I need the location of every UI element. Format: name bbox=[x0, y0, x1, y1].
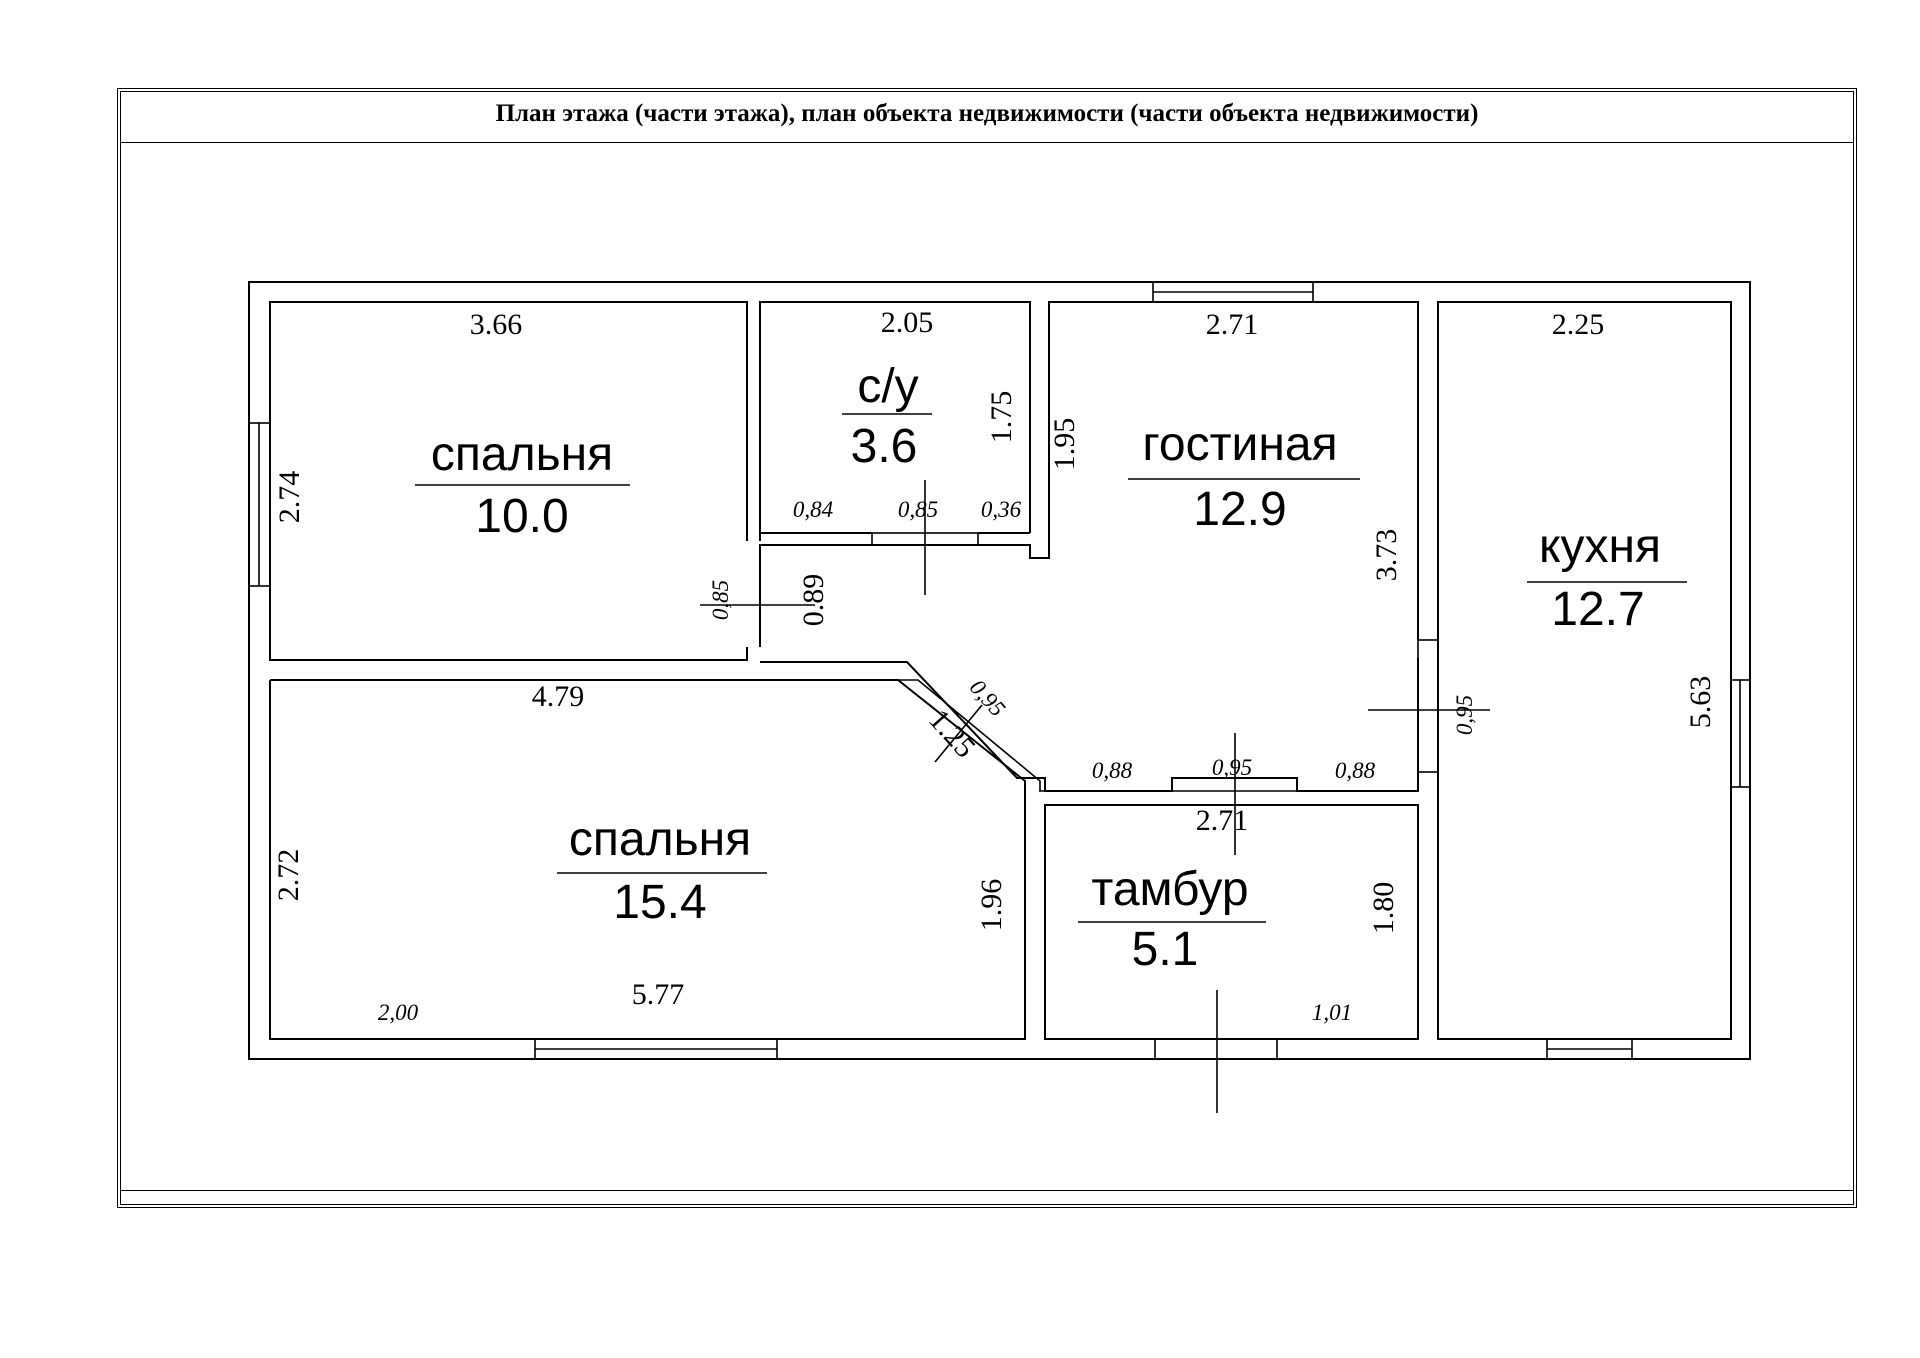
dim-bedroom1-height: 2.74 bbox=[273, 470, 306, 524]
dim-bedroom2-right: 1.96 bbox=[975, 878, 1008, 932]
sheet-title: План этажа (части этажа), план объекта недвижимости (части объекта недвижимости) bbox=[495, 100, 1479, 127]
bedroom2-area: 15.4 bbox=[613, 876, 707, 929]
corridor-living-walls bbox=[760, 302, 1418, 647]
dim-vestibule-width: 2.71 bbox=[1195, 804, 1249, 837]
dim-living-width: 2.71 bbox=[1205, 308, 1259, 341]
kitchen-name: кухня bbox=[1538, 520, 1662, 573]
living-area: 12.9 bbox=[1193, 483, 1287, 536]
dim-living-height: 3.73 bbox=[1370, 528, 1403, 582]
dim-bedroom1-width: 3.66 bbox=[469, 308, 523, 341]
opening-vestibule-right: 0,88 bbox=[1334, 758, 1376, 783]
opening-bedroom2-door: 0,95 bbox=[964, 674, 1011, 722]
bathroom-area: 3.6 bbox=[850, 420, 918, 473]
bedroom1-walls bbox=[270, 302, 747, 660]
opening-bedroom1-door: 0,85 bbox=[708, 579, 733, 621]
dim-diagonal-wall: 1.25 bbox=[922, 703, 982, 765]
dim-hall-width: 0.89 bbox=[797, 573, 830, 627]
dim-bedroom2-height: 2.72 bbox=[272, 848, 305, 902]
dim-bedroom2-bottom: 5.77 bbox=[631, 978, 685, 1011]
dim-corridor-height: 1.95 bbox=[1048, 417, 1081, 471]
bedroom1-area: 10.0 bbox=[475, 490, 569, 543]
bedroom2-name: спальня bbox=[568, 813, 752, 866]
dim-bathroom-height: 1.75 bbox=[985, 390, 1018, 444]
kitchen-area: 12.7 bbox=[1551, 583, 1645, 636]
vestibule-area: 5.1 bbox=[1131, 923, 1199, 976]
opening-bathroom-door: 0,85 bbox=[897, 497, 939, 522]
dim-vestibule-height: 1.80 bbox=[1367, 881, 1400, 935]
opening-vestibule-door: 0,95 bbox=[1211, 755, 1253, 780]
kitchen-door-opening bbox=[1418, 640, 1438, 772]
opening-bathroom-right: 0,36 bbox=[980, 497, 1022, 522]
opening-entrance-door: 1,01 bbox=[1311, 1000, 1353, 1025]
corridor-lower-walls bbox=[760, 658, 1418, 791]
dim-kitchen-height: 5.63 bbox=[1684, 675, 1717, 729]
dim-bathroom-width: 2.05 bbox=[880, 306, 934, 339]
opening-kitchen-door: 0,95 bbox=[1452, 694, 1477, 736]
entrance-door bbox=[1155, 1039, 1277, 1059]
kitchen-walls bbox=[1438, 302, 1731, 1039]
vestibule-name: тамбур bbox=[1091, 863, 1249, 916]
opening-bathroom-left: 0,84 bbox=[792, 497, 834, 522]
opening-vestibule-left: 0,88 bbox=[1091, 758, 1133, 783]
bathroom-name: с/у bbox=[857, 360, 919, 413]
living-name: гостиная bbox=[1142, 418, 1338, 471]
opening-bedroom2-window: 2,00 bbox=[377, 1000, 419, 1025]
dim-kitchen-width: 2.25 bbox=[1551, 308, 1605, 341]
bedroom1-name: спальня bbox=[430, 428, 614, 481]
dim-bedroom2-top: 4.79 bbox=[531, 680, 585, 713]
